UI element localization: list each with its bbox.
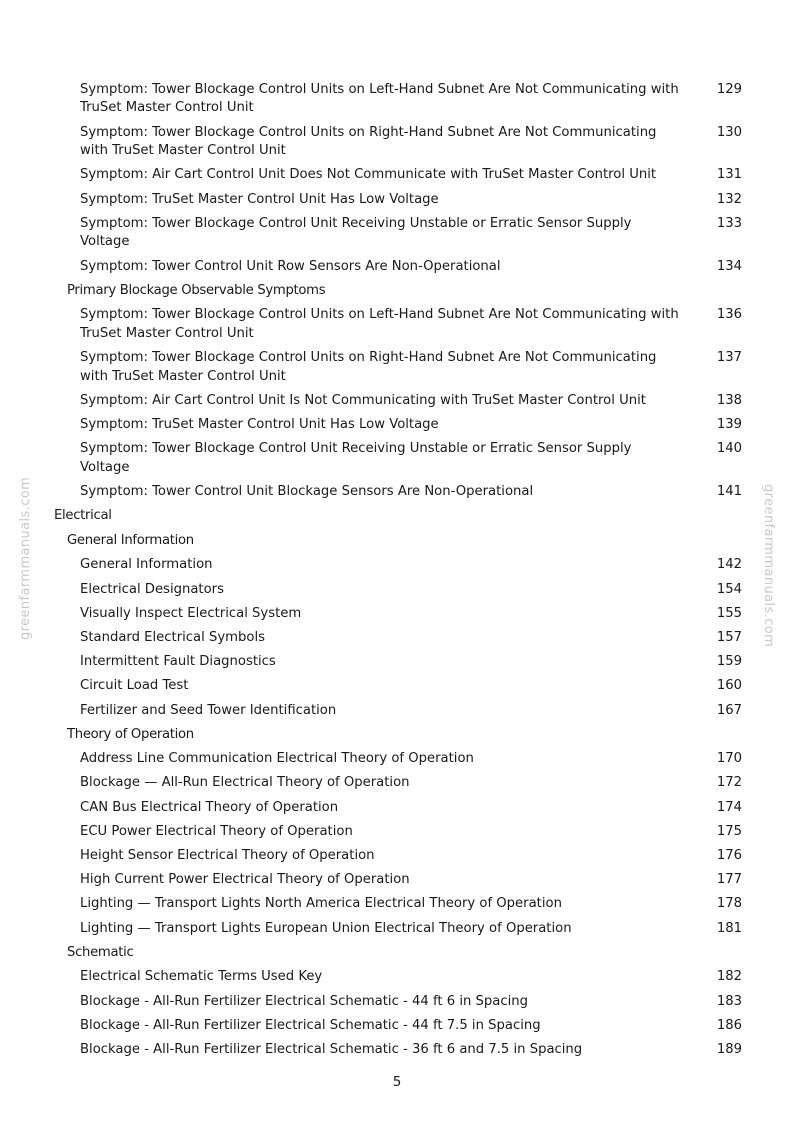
toc-entry-title: High Current Power Electrical Theory of Operation <box>80 872 410 888</box>
toc-entry-title: Symptom: TruSet Master Control Unit Has Low Voltage <box>80 191 439 207</box>
toc-entry[interactable] <box>0 626 794 650</box>
toc-entry[interactable] <box>0 748 794 772</box>
toc-entry-title: Symptom: Tower Blockage Control Units on Right-Hand Subnet Are Not Communicating with TruSet Master Control Unit <box>80 350 657 384</box>
toc-entry-title: Lighting — Transport Lights North America Electrical Theory of Operation <box>80 896 562 912</box>
toc-page-number: 132 <box>716 191 742 207</box>
toc-page-number: 154 <box>716 581 742 597</box>
toc-entry-title: General Information <box>80 557 213 573</box>
toc-entry-title: Symptom: Tower Blockage Control Unit Receiving Unstable or Erratic Sensor Supply Voltage <box>80 215 632 250</box>
toc-heading-label: General Information <box>67 533 194 548</box>
toc-entry-title: Standard Electrical Symbols <box>80 629 265 645</box>
toc-entry[interactable] <box>0 413 794 437</box>
toc-entry-title: Symptom: Tower Blockage Control Units on Left-Hand Subnet Are Not Communicating with TruSet Master Control Unit <box>80 307 679 341</box>
toc-page-number: 181 <box>716 920 742 936</box>
toc-page-number: 140 <box>716 441 742 457</box>
toc-entry-title: Address Line Communication Electrical Theory of Operation <box>80 751 474 767</box>
toc-entry[interactable] <box>0 480 794 504</box>
toc-page-number: 172 <box>716 775 742 791</box>
toc-section-heading <box>0 504 794 529</box>
toc-entry-title: Visually Inspect Electrical System <box>80 605 302 621</box>
toc-subsection-heading <box>0 529 794 554</box>
toc-page-number: 134 <box>716 258 742 274</box>
toc-entry-title: Blockage - All-Run Fertilizer Electrical Schematic - 44 ft 6 in Spacing <box>80 993 528 1009</box>
toc-entry[interactable] <box>0 437 794 480</box>
toc-entry[interactable] <box>0 554 794 578</box>
toc-page-number: 157 <box>716 629 742 645</box>
toc-entry[interactable] <box>0 966 794 990</box>
toc-entry-title: Symptom: Tower Blockage Control Unit Receiving Unstable or Erratic Sensor Supply Voltage <box>80 441 632 475</box>
toc-page-number: 177 <box>716 872 742 888</box>
toc-page-number: 137 <box>716 350 742 366</box>
toc-subsection-heading <box>0 279 794 304</box>
toc-entry-title: CAN Bus Electrical Theory of Operation <box>80 799 339 815</box>
toc-entry[interactable] <box>0 990 794 1014</box>
toc-page-number: 136 <box>716 307 742 323</box>
toc-entry-title: Symptom: Air Cart Control Unit Does Not Communicate with TruSet Master Control Unit <box>80 167 657 183</box>
toc-entry[interactable] <box>0 844 794 868</box>
toc-entry-title: Electrical Schematic Terms Used Key <box>80 969 323 985</box>
toc-entry-title: ECU Power Electrical Theory of Operation <box>80 823 353 839</box>
toc-entry-title: Electrical Designators <box>80 581 224 597</box>
toc-entry-title: Lighting — Transport Lights European Union Electrical Theory of Operation <box>80 920 572 936</box>
toc-entry[interactable] <box>0 820 794 844</box>
toc-entry[interactable] <box>0 1014 794 1038</box>
toc-subsection-heading <box>0 941 794 966</box>
toc-entry-title: Symptom: Tower Blockage Control Units on Left-Hand Subnet Are Not Communicating with TruSet Master Control Unit <box>80 81 679 116</box>
toc-entry-title: Blockage - All-Run Fertilizer Electrical Schematic - 36 ft 6 and 7.5 in Spacing <box>80 1041 583 1057</box>
toc-entry[interactable] <box>0 650 794 674</box>
toc-entry-title: Symptom: TruSet Master Control Unit Has Low Voltage <box>80 417 439 433</box>
watermark-left: greenfarmmanuals.com <box>18 476 33 640</box>
toc-page-number: 183 <box>716 993 742 1009</box>
toc-subsection-heading <box>0 723 794 748</box>
toc-heading-label: Electrical <box>54 508 112 524</box>
toc-page-number: 142 <box>716 557 742 573</box>
toc-page-number: 141 <box>716 484 742 500</box>
toc-page-number: 170 <box>716 751 742 767</box>
toc-entry[interactable] <box>0 389 794 413</box>
toc-entry[interactable] <box>0 868 794 892</box>
toc-page-number: 131 <box>716 167 742 183</box>
toc-entry[interactable] <box>0 917 794 941</box>
toc-entry-title: Symptom: Tower Control Unit Blockage Sensors Are Non-Operational <box>80 484 534 500</box>
toc-entry-title: Symptom: Tower Blockage Control Units on Right-Hand Subnet Are Not Communicating with TruSet Master Control Unit <box>80 124 657 159</box>
table-of-contents <box>0 78 794 1062</box>
toc-entry[interactable] <box>0 772 794 796</box>
toc-entry[interactable] <box>0 699 794 723</box>
toc-entry-title: Fertilizer and Seed Tower Identification <box>80 702 337 718</box>
toc-page-number: 174 <box>716 799 742 815</box>
toc-page-number: 133 <box>716 215 742 231</box>
toc-page-number: 139 <box>716 417 742 433</box>
toc-entry[interactable] <box>0 346 794 389</box>
toc-entry-title: Symptom: Tower Control Unit Row Sensors Are Non-Operational <box>80 258 501 274</box>
toc-page-number: 130 <box>716 124 742 140</box>
toc-page-number: 159 <box>716 654 742 670</box>
toc-entry[interactable] <box>0 602 794 626</box>
toc-entry[interactable] <box>0 255 794 279</box>
toc-heading-label: Theory of Operation <box>67 726 194 742</box>
toc-page-number: 129 <box>716 81 742 97</box>
toc-page-number: 176 <box>716 848 742 864</box>
toc-entry-title: Blockage - All-Run Fertilizer Electrical Schematic - 44 ft 7.5 in Spacing <box>80 1017 541 1033</box>
toc-entry[interactable] <box>0 78 794 121</box>
toc-page-number: 189 <box>716 1041 742 1057</box>
toc-entry-title: Intermittent Fault Diagnostics <box>80 654 276 670</box>
toc-entry[interactable] <box>0 212 794 255</box>
toc-entry[interactable] <box>0 164 794 188</box>
toc-page-number: 175 <box>716 823 742 839</box>
toc-entry[interactable] <box>0 796 794 820</box>
watermark-right: greenfarmmanuals.com <box>761 484 776 648</box>
toc-entry-title: Height Sensor Electrical Theory of Operation <box>80 848 375 864</box>
toc-heading-label: Schematic <box>67 945 134 960</box>
page-number: 5 <box>392 1074 402 1090</box>
toc-heading-label: Primary Blockage Observable Symptoms <box>67 282 326 298</box>
toc-entry[interactable] <box>0 304 794 347</box>
toc-page-number: 160 <box>716 678 742 694</box>
toc-page-number: 178 <box>716 896 742 912</box>
toc-entry[interactable] <box>0 675 794 699</box>
toc-entry[interactable] <box>0 578 794 602</box>
toc-page-number: 138 <box>716 392 742 408</box>
toc-entry-title: Symptom: Air Cart Control Unit Is Not Communicating with TruSet Master Control Unit <box>80 392 646 408</box>
toc-entry[interactable] <box>0 893 794 917</box>
toc-entry-title: Circuit Load Test <box>80 678 189 694</box>
toc-entry[interactable] <box>0 188 794 212</box>
toc-page-number: 167 <box>716 702 742 718</box>
toc-page-number: 182 <box>716 969 742 985</box>
toc-entry[interactable] <box>0 121 794 164</box>
toc-page-number: 155 <box>716 605 742 621</box>
toc-entry-title: Blockage — All-Run Electrical Theory of Operation <box>80 775 410 791</box>
toc-page-number: 186 <box>716 1017 742 1033</box>
toc-entry[interactable] <box>0 1038 794 1062</box>
